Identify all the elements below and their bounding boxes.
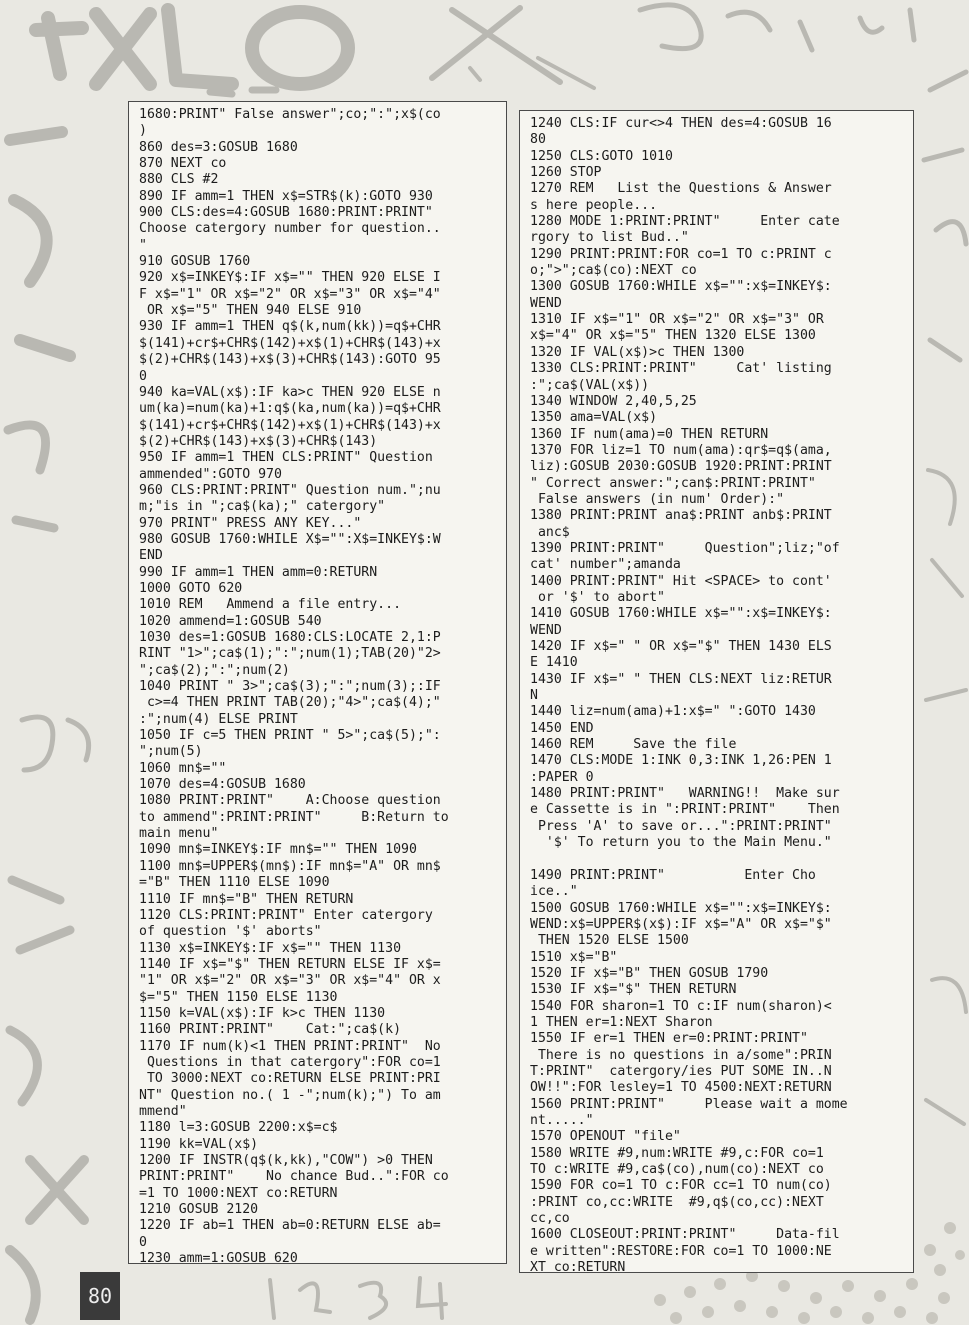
code-line: RINT "1>";ca$(1);":";num(1);TAB(20)"2> [139, 646, 441, 662]
code-line: 880 CLS #2 [139, 172, 219, 188]
code-line: 1470 CLS:MODE 1:INK 0,3:INK 1,26:PEN 1 [530, 753, 832, 769]
code-line: " [139, 237, 147, 253]
code-line: THEN 1520 ELSE 1500 [530, 933, 689, 949]
code-line: 870 NEXT co [139, 156, 227, 172]
code-line: =1 TO 1000:NEXT co:RETURN [139, 1185, 338, 1201]
code-line: 1220 IF ab=1 THEN ab=0:RETURN ELSE ab= [139, 1218, 441, 1234]
code-line: 1480 PRINT:PRINT" WARNING!! Make sur [530, 786, 840, 802]
code-line: 1290 PRINT:PRINT:FOR co=1 TO c:PRINT c [530, 246, 832, 262]
code-line: 1210 GOSUB 2120 [139, 1202, 259, 1218]
code-line: ) [139, 123, 147, 139]
code-line: WEND [530, 622, 562, 638]
code-line: N [530, 688, 538, 704]
code-line: 1170 IF num(k)<1 THEN PRINT:PRINT" No [139, 1038, 441, 1054]
code-line: 1270 REM List the Questions & Answer [530, 181, 832, 197]
code-line: to ammend":PRINT:PRINT" B:Return to [139, 809, 449, 825]
code-line: 970 PRINT" PRESS ANY KEY..." [139, 515, 362, 531]
code-line: main menu" [139, 826, 219, 842]
code-line: NT" Question no.( 1 -";num(k);") To am [139, 1087, 441, 1103]
code-line: 1 THEN er=1:NEXT Sharon [530, 1014, 713, 1030]
code-line: :PRINT co,cc:WRITE #9,q$(co,cc):NEXT [530, 1194, 824, 1210]
code-line: TO 3000:NEXT co:RETURN ELSE PRINT:PRI [139, 1071, 441, 1087]
code-line: 960 CLS:PRINT:PRINT" Question num.";nu [139, 482, 441, 498]
code-line: 1390 PRINT:PRINT" Question";liz;"of [530, 540, 840, 556]
code-line: $(141)+cr$+CHR$(142)+x$(1)+CHR$(143)+x [139, 417, 441, 433]
code-line: 1330 CLS:PRINT:PRINT" Cat' listing [530, 361, 832, 377]
code-line: 80 [530, 132, 546, 148]
code-line: o;">";ca$(co):NEXT co [530, 263, 697, 279]
code-line: 1380 PRINT:PRINT ana$:PRINT anb$:PRINT [530, 508, 832, 524]
code-line: 910 GOSUB 1760 [139, 254, 251, 270]
code-line: 1090 mn$=INKEY$:IF mn$="" THEN 1090 [139, 842, 417, 858]
code-line: ";num(5) [139, 744, 203, 760]
code-line: m;"is in ";ca$(ka);" catergory" [139, 499, 386, 515]
code-line: 1070 des=4:GOSUB 1680 [139, 777, 306, 793]
code-line: $="5" THEN 1150 ELSE 1130 [139, 989, 338, 1005]
code-line: 1280 MODE 1:PRINT:PRINT" Enter cate [530, 214, 840, 230]
code-line: 1570 OPENOUT "file" [530, 1129, 681, 1145]
code-line: 1370 FOR liz=1 TO num(ama):qr$=q$(ama, [530, 442, 832, 458]
code-line: 1100 mn$=UPPER$(mn$):IF mn$="A" OR mn$ [139, 858, 441, 874]
code-line: " Correct answer:";can$:PRINT:PRINT" [530, 475, 816, 491]
code-line: ammended":GOTO 970 [139, 466, 282, 482]
code-line: 1230 amm=1:GOSUB 620 [139, 1251, 298, 1264]
code-line: $(2)+CHR$(143)+x$(3)+CHR$(143):GOTO 95 [139, 352, 441, 368]
code-line: 930 IF amm=1 THEN q$(k,num(kk))=q$+CHR [139, 319, 441, 335]
code-line: 1580 WRITE #9,num:WRITE #9,c:FOR co=1 [530, 1145, 824, 1161]
code-line: 1030 des=1:GOSUB 1680:CLS:LOCATE 2,1:P [139, 630, 441, 645]
code-line: 1530 IF x$="$" THEN RETURN [530, 982, 737, 998]
code-line: '$' To return you to the Main Menu." [530, 835, 832, 851]
code-line: E 1410 [530, 655, 578, 671]
code-line: WEND:x$=UPPER$(x$):IF x$="A" OR x$="$" [530, 916, 832, 932]
code-line: um(ka)=num(ka)+1:q$(ka,num(ka))=q$+CHR [139, 401, 441, 417]
code-line: 1430 IF x$=" " THEN CLS:NEXT liz:RETUR [530, 671, 832, 687]
code-line: 1450 END [530, 720, 594, 736]
code-line: 1000 GOTO 620 [139, 580, 243, 596]
code-line: 1590 FOR co=1 TO c:FOR cc=1 TO num(co) [530, 1178, 832, 1194]
code-line: c>=4 THEN PRINT TAB(20);"4>";ca$(4);" [139, 695, 441, 711]
code-line: 950 IF amm=1 THEN CLS:PRINT" Question [139, 450, 433, 466]
code-line: END [139, 548, 163, 564]
code-line: False answers (in num' Order):" [530, 491, 785, 507]
code-line: 890 IF amm=1 THEN x$=STR$(k):GOTO 930 [139, 188, 433, 204]
code-line: cat' number";amanda [530, 557, 681, 573]
code-line: rgory to list Bud.." [530, 230, 689, 246]
code-line: 1260 STOP [530, 165, 602, 181]
code-line: T:PRINT" catergory/ies PUT SOME IN..N [530, 1063, 832, 1079]
code-line: XT co:RETURN [530, 1260, 626, 1273]
page-number: 80 [80, 1272, 120, 1320]
code-line: 1300 GOSUB 1760:WHILE x$="":x$=INKEY$: [530, 279, 832, 295]
code-line: 1440 liz=num(ama)+1:x$=" ":GOTO 1430 [530, 704, 816, 720]
code-line: 1540 FOR sharon=1 TO c:IF num(sharon)< [530, 998, 832, 1014]
code-line: 1140 IF x$="$" THEN RETURN ELSE IF x$= [139, 956, 441, 972]
code-line: 1520 IF x$="B" THEN GOSUB 1790 [530, 965, 769, 981]
code-line: 1060 mn$="" [139, 760, 227, 776]
code-line: 0 [139, 1234, 147, 1250]
code-line: x$="4" OR x$="5" THEN 1320 ELSE 1300 [530, 328, 816, 344]
code-line: 990 IF amm=1 THEN amm=0:RETURN [139, 564, 378, 580]
code-line: 1550 IF er=1 THEN er=0:PRINT:PRINT" [530, 1031, 808, 1047]
code-line: 1010 REM Ammend a file entry... [139, 597, 402, 613]
code-line: nt....." [530, 1112, 594, 1128]
code-line: mmend" [139, 1103, 187, 1119]
code-line: e Cassette is in ":PRINT:PRINT" Then [530, 802, 840, 818]
code-line: 1600 CLOSEOUT:PRINT:PRINT" Data-fil [530, 1227, 840, 1243]
code-line: 1150 k=VAL(x$):IF k>c THEN 1130 [139, 1005, 386, 1021]
code-line: ";ca$(2);":";num(2) [139, 662, 290, 678]
code-line: liz):GOSUB 2030:GOSUB 1920:PRINT:PRINT [530, 459, 832, 475]
code-line: 1050 IF c=5 THEN PRINT " 5>";ca$(5);": [139, 728, 441, 744]
code-line: Questions in that catergory":FOR co=1 [139, 1054, 441, 1070]
code-line: ="B" THEN 1110 ELSE 1090 [139, 875, 330, 891]
code-line: 1340 WINDOW 2,40,5,25 [530, 393, 697, 409]
code-line: 1130 x$=INKEY$:IF x$="" THEN 1130 [139, 940, 402, 956]
code-line: 1320 IF VAL(x$)>c THEN 1300 [530, 344, 745, 360]
code-line: 860 des=3:GOSUB 1680 [139, 139, 298, 155]
code-line: OR x$="5" THEN 940 ELSE 910 [139, 303, 362, 319]
listing-column-right [519, 110, 914, 1273]
code-line: 900 CLS:des=4:GOSUB 1680:PRINT:PRINT" [139, 205, 433, 221]
code-line: s here people... [530, 197, 658, 213]
code-line: 1160 PRINT:PRINT" Cat:";ca$(k) [139, 1022, 402, 1038]
code-line: PRINT:PRINT" No chance Bud..":FOR co [139, 1169, 449, 1185]
listing-column-left [128, 101, 507, 1264]
code-line: 1410 GOSUB 1760:WHILE x$="":x$=INKEY$: [530, 606, 832, 622]
code-line: $(141)+cr$+CHR$(142)+x$(1)+CHR$(143)+x [139, 335, 441, 351]
code-line: 1400 PRINT:PRINT" Hit <SPACE> to cont' [530, 573, 832, 589]
code-line: 1310 IF x$="1" OR x$="2" OR x$="3" OR [530, 312, 824, 328]
code-line: $(2)+CHR$(143)+x$(3)+CHR$(143) [139, 433, 378, 449]
code-line: 1240 CLS:IF cur<>4 THEN des=4:GOSUB 16 [530, 116, 832, 131]
code-line: 1510 x$="B" [530, 949, 618, 965]
code-line: :PAPER 0 [530, 769, 594, 785]
code-line: 1500 GOSUB 1760:WHILE x$="":x$=INKEY$: [530, 900, 832, 916]
code-line: 1350 ama=VAL(x$) [530, 410, 658, 426]
code-line: 1180 l=3:GOSUB 2200:x$=c$ [139, 1120, 338, 1136]
code-line: 920 x$=INKEY$:IF x$="" THEN 920 ELSE I [139, 270, 441, 286]
code-line: of question '$' aborts" [139, 924, 322, 940]
code-line: 1190 kk=VAL(x$) [139, 1136, 259, 1152]
code-line: TO c:WRITE #9,ca$(co),num(co):NEXT co [530, 1162, 824, 1177]
code-line: :";num(4) ELSE PRINT [139, 711, 298, 727]
code-line: F x$="1" OR x$="2" OR x$="3" OR x$="4" [139, 286, 441, 302]
code-line: Choose catergory number for question.. [139, 221, 441, 237]
code-line: OW!!":FOR lesley=1 TO 4500:NEXT:RETURN [530, 1080, 832, 1096]
code-line: 1120 CLS:PRINT:PRINT" Enter catergory [139, 907, 433, 923]
code-line: 1360 IF num(ama)=0 THEN RETURN [530, 426, 769, 442]
code-line: anc$ [530, 524, 570, 540]
code-line: There is no questions in a/some":PRIN [530, 1047, 832, 1063]
code-line: 1020 ammend=1:GOSUB 540 [139, 613, 322, 629]
code-line: ice.." [530, 884, 578, 900]
code-line: e written":RESTORE:FOR co=1 TO 1000:NE [530, 1243, 832, 1259]
code-line: 1490 PRINT:PRINT" Enter Cho [530, 867, 816, 883]
code-line: "1" OR x$="2" OR x$="3" OR x$="4" OR x [139, 973, 441, 989]
code-line: 980 GOSUB 1760:WHILE X$="":X$=INKEY$:W [139, 531, 441, 547]
code-line: Press 'A' to save or...":PRINT:PRINT" [530, 818, 832, 834]
code-line: 1560 PRINT:PRINT" Please wait a mome [530, 1096, 848, 1112]
code-line: 1080 PRINT:PRINT" A:Choose question [139, 793, 441, 809]
code-line: 1110 IF mn$="B" THEN RETURN [139, 891, 354, 907]
code-line: :";ca$(VAL(x$)) [530, 377, 650, 393]
code-line: 1460 REM Save the file [530, 737, 737, 753]
code-line: WEND [530, 295, 562, 311]
basic-listing-left [139, 107, 502, 1264]
code-line: 1680:PRINT" False answer";co;":";x$(co [139, 107, 441, 122]
code-line: 1420 IF x$=" " OR x$="$" THEN 1430 ELS [530, 639, 832, 654]
basic-listing-right [530, 116, 909, 1273]
code-line: 1250 CLS:GOTO 1010 [530, 148, 673, 164]
code-line: or '$' to abort" [530, 589, 665, 605]
code-line: 940 ka=VAL(x$):IF ka>c THEN 920 ELSE n [139, 384, 441, 400]
code-line: cc,co [530, 1211, 570, 1227]
code-line: 1200 IF INSTR(q$(k,kk),"COW") >0 THEN [139, 1153, 433, 1168]
code-line: 0 [139, 368, 147, 384]
code-line: 1040 PRINT " 3>";ca$(3);":";num(3);:IF [139, 679, 441, 695]
